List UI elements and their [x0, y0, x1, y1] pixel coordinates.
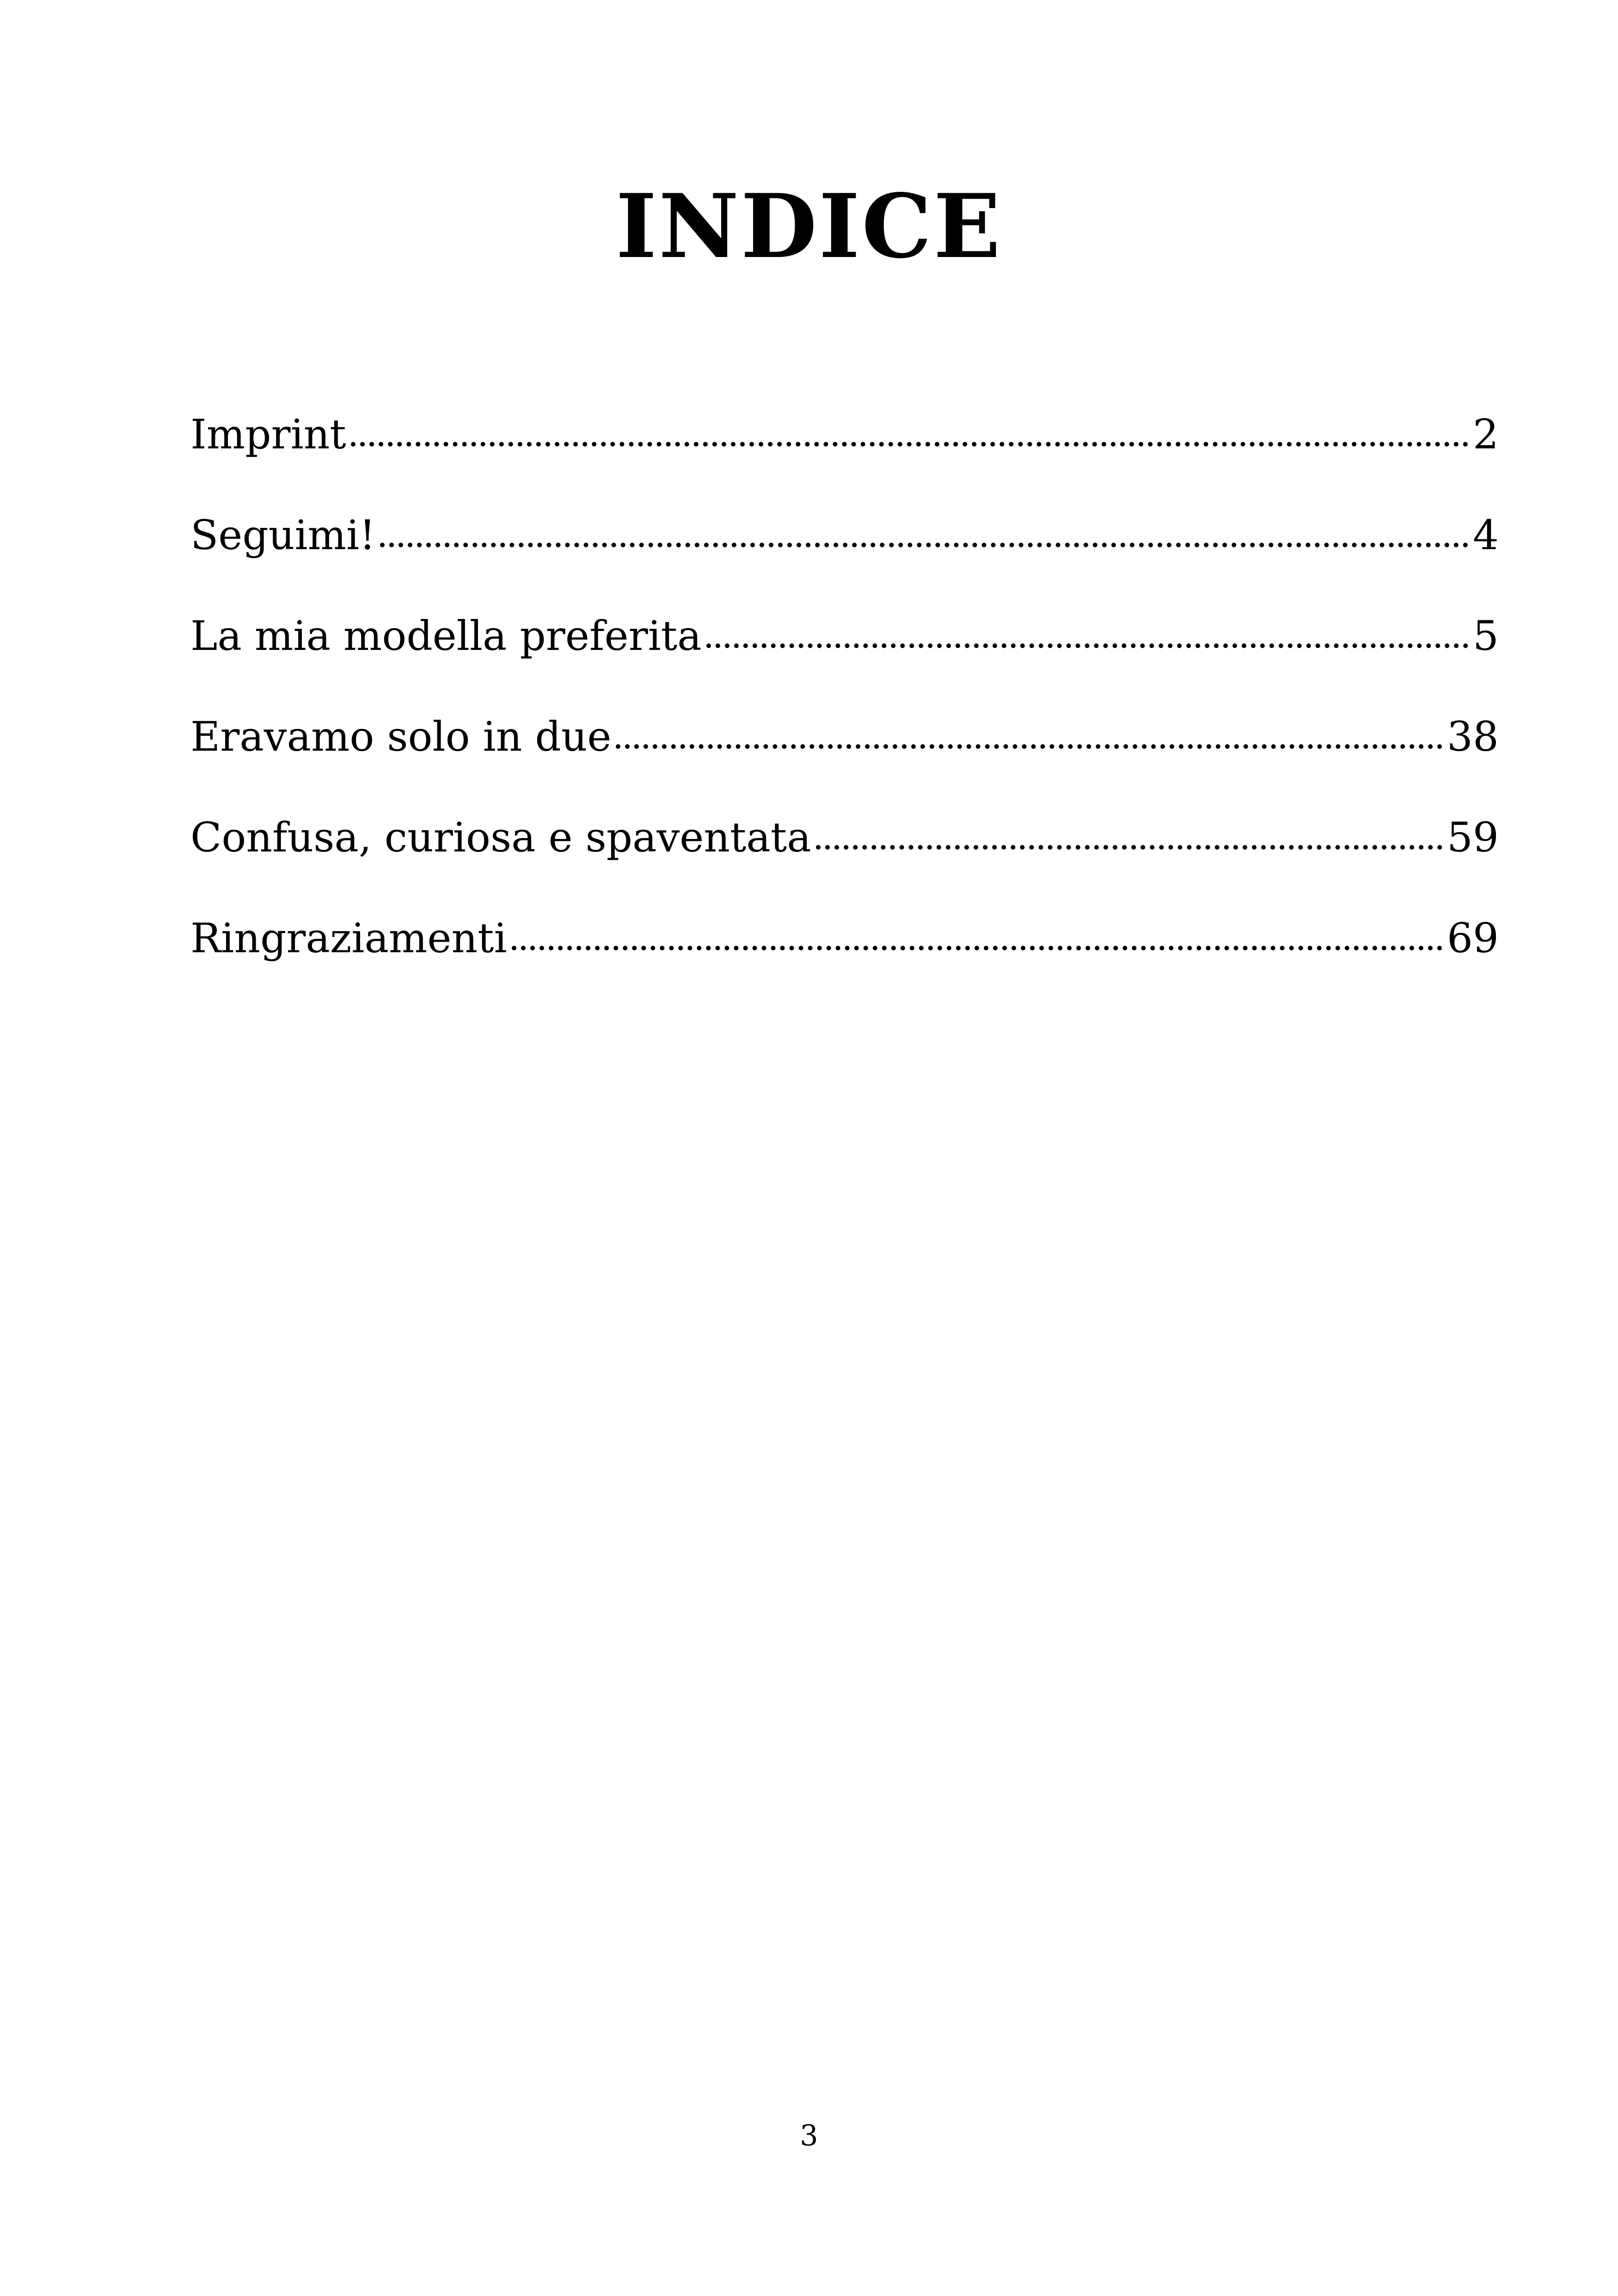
toc-entry-page: 4: [1473, 511, 1499, 559]
toc-entry-page: 69: [1447, 914, 1499, 962]
toc-entry-label: Eravamo solo in due: [190, 713, 612, 760]
toc-entry-page: 38: [1447, 713, 1499, 760]
toc-entry-label: Imprint: [190, 410, 346, 458]
toc-leader-dots: [380, 543, 1468, 547]
toc-entry-seguimi[interactable]: [190, 503, 1499, 604]
toc-leader-dots: [616, 744, 1442, 749]
table-of-contents: [190, 402, 1499, 1007]
toc-entry-page: 2: [1473, 410, 1499, 458]
toc-leader-dots: [706, 643, 1468, 648]
toc-leader-dots: [816, 845, 1442, 850]
toc-entry-page: 5: [1473, 612, 1499, 660]
toc-entry-label: Ringraziamenti: [190, 914, 507, 962]
toc-entry-page: 59: [1447, 814, 1499, 861]
toc-entry-label: Confusa, curiosa e spaventata: [190, 814, 811, 861]
page-title: INDICE: [615, 175, 1003, 278]
toc-entry-label: Seguimi!: [190, 511, 376, 559]
toc-leader-dots: [351, 442, 1468, 447]
toc-entry-label: La mia modella preferita: [190, 612, 702, 660]
toc-entry-ringraziamenti[interactable]: [190, 906, 1499, 1007]
page-number: 3: [800, 2118, 818, 2152]
toc-entry-imprint[interactable]: [190, 402, 1499, 503]
toc-entry-eravamo-solo-in-due[interactable]: [190, 704, 1499, 805]
toc-entry-la-mia-modella-preferita[interactable]: [190, 604, 1499, 704]
toc-entry-confusa-curiosa-e-spaventata[interactable]: [190, 805, 1499, 906]
toc-leader-dots: [512, 946, 1442, 950]
